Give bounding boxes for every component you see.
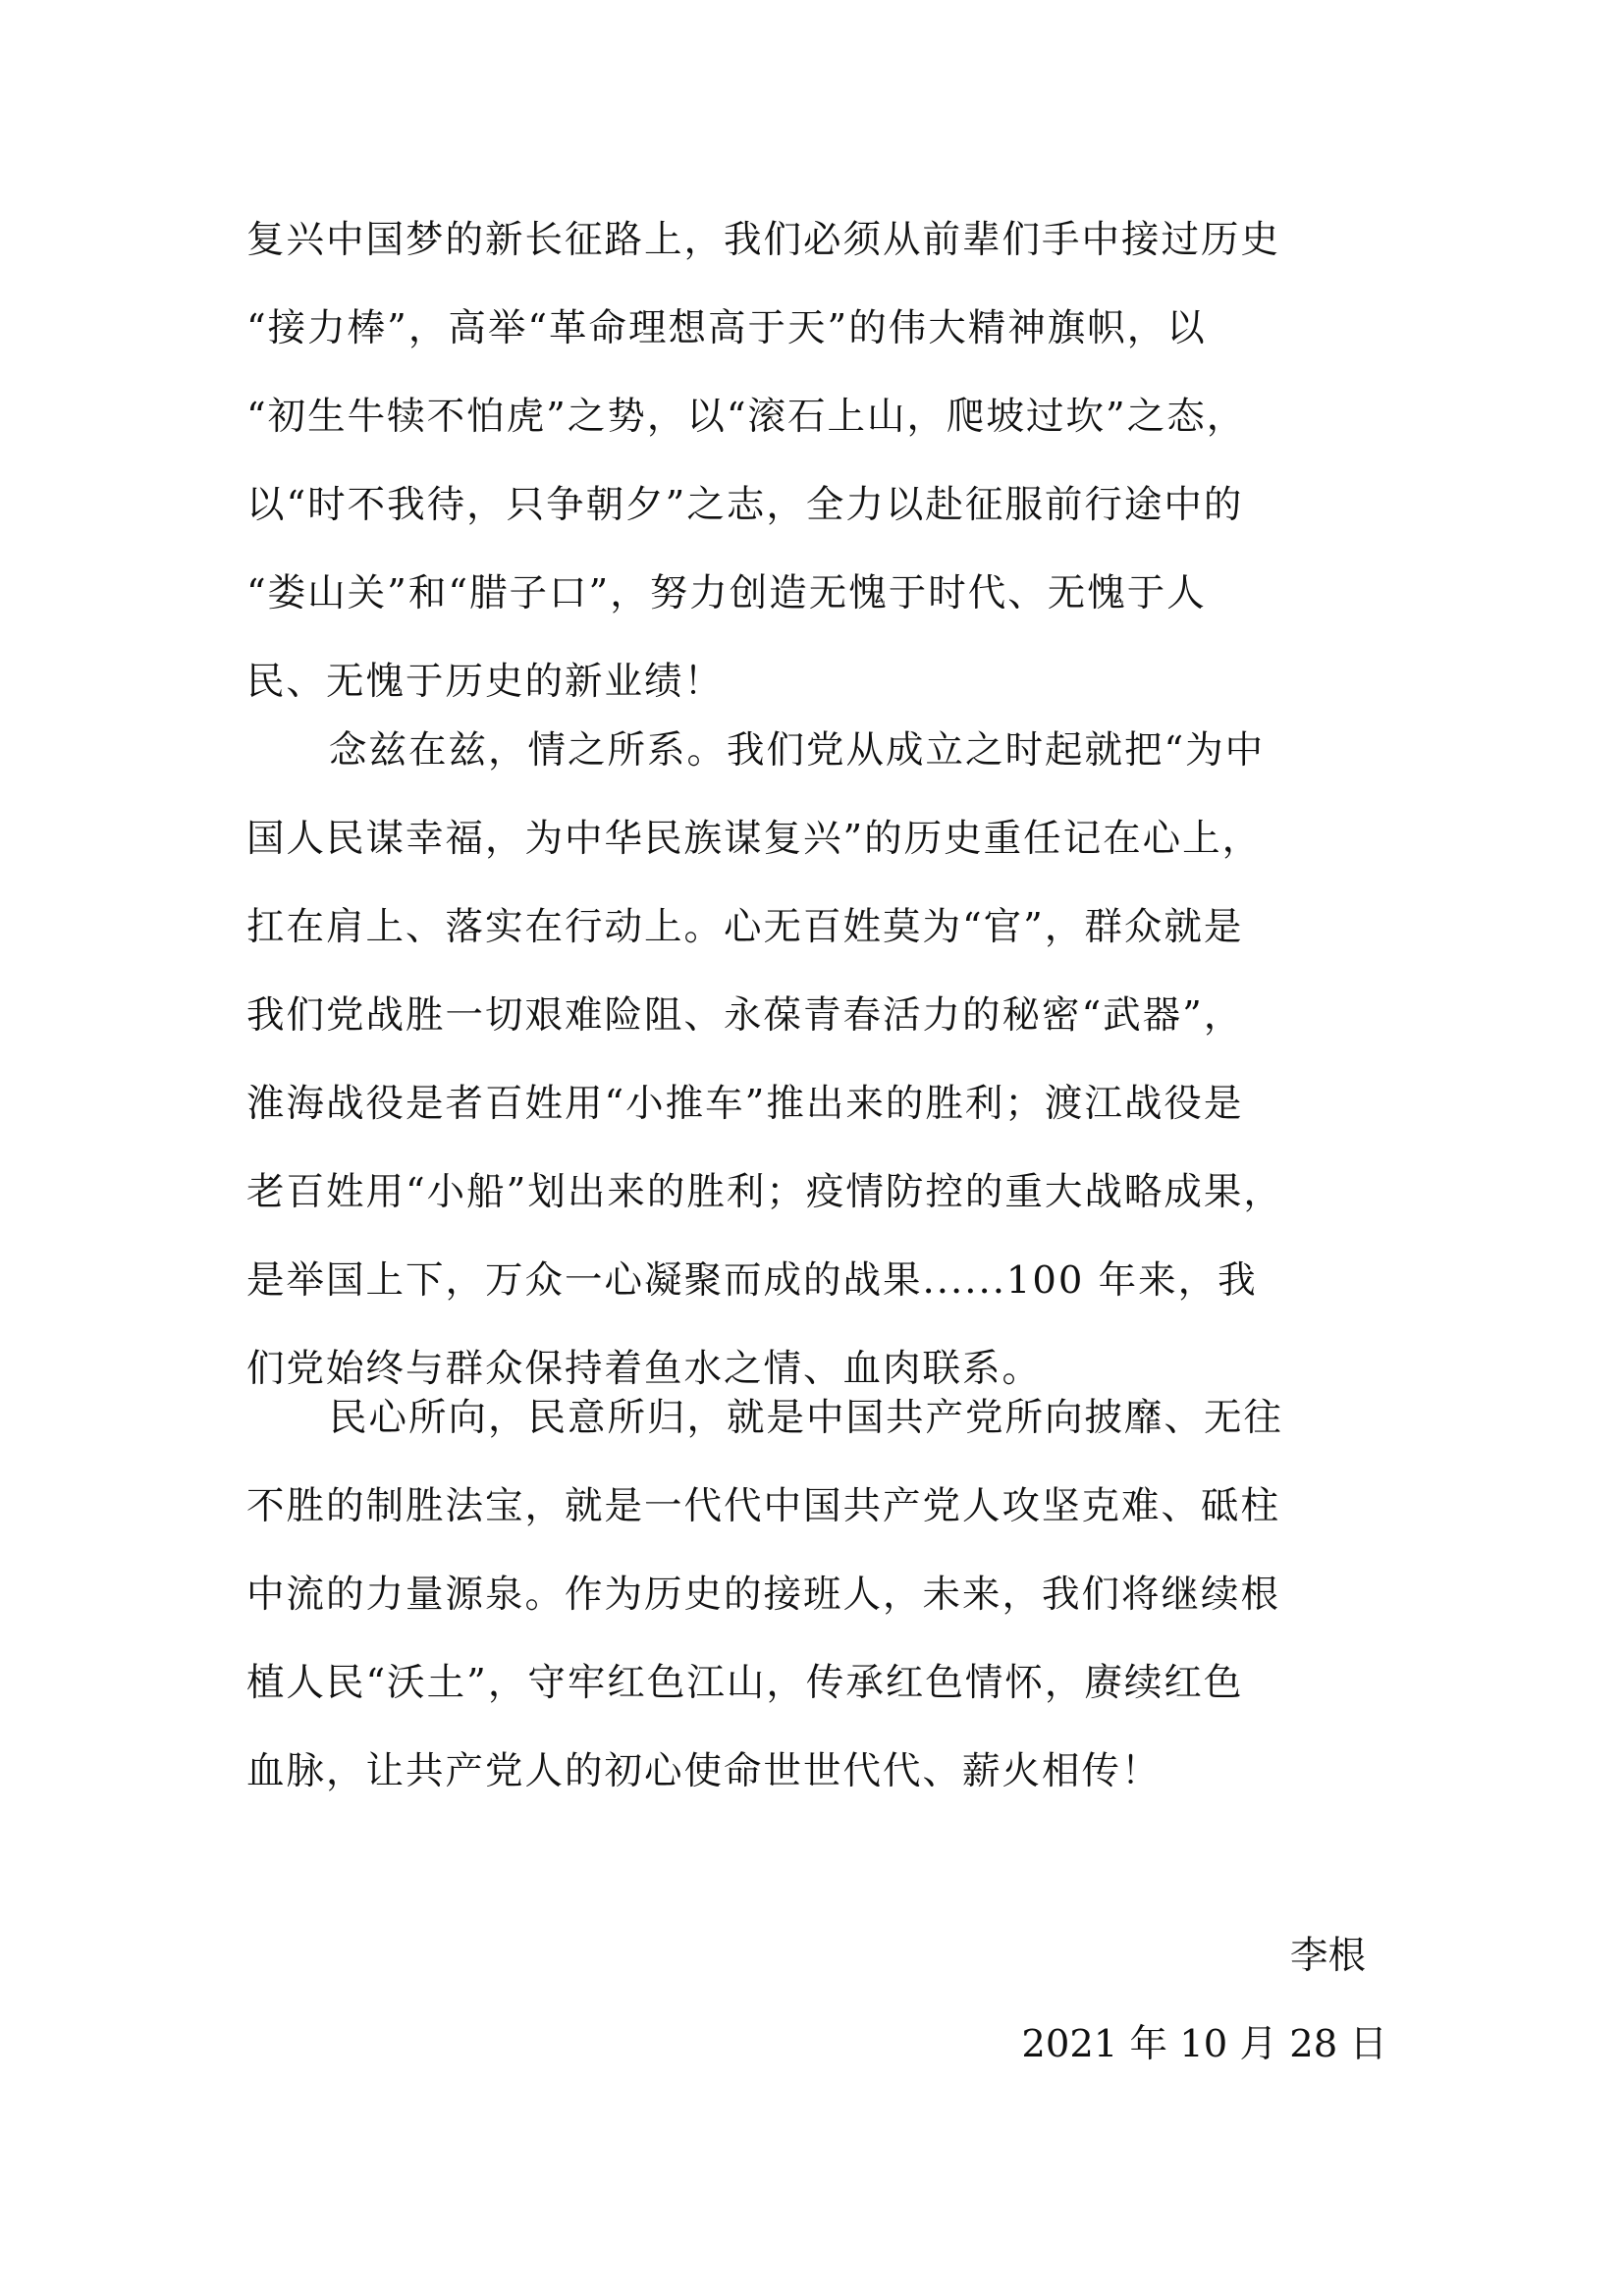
paragraph-line: “接力棒”，高举“革命理想高于天”的伟大精神旗帜，以: [246, 306, 1207, 350]
paragraph-line: 老百姓用“小船”划出来的胜利；疫情防控的重大战略成果，: [246, 1170, 1283, 1214]
paragraph-line: 淮海战役是者百姓用“小推车”推出来的胜利；渡江战役是: [246, 1082, 1244, 1126]
signature-block: [1021, 1912, 1387, 2089]
paragraph-line: 植人民“沃土”，守牢红色江山，传承红色情怀，赓续红色: [246, 1661, 1244, 1705]
paragraph-line: 中流的力量源泉。作为历史的接班人，未来，我们将继续根: [246, 1573, 1281, 1617]
paragraph-2: [246, 707, 1387, 1414]
paragraph-line: 是举国上下，万众一心凝聚而成的战果......100 年来，我: [246, 1258, 1258, 1303]
signature-name: 李根: [1289, 1934, 1366, 1978]
paragraph-line: “初生牛犊不怕虎”之势，以“滚石上山，爬坡过坎”之态，: [246, 395, 1247, 439]
paragraph-line: 血脉，让共产党人的初心使命世世代代、薪火相传！: [246, 1749, 1162, 1793]
paragraph-line: 扛在肩上、落实在行动上。心无百姓莫为“官”，群众就是: [246, 905, 1244, 949]
paragraph-line: “娄山关”和“腊子口”，努力创造无愧于时代、无愧于人: [246, 571, 1207, 615]
paragraph-line: 不胜的制胜法宝，就是一代代中国共产党人攻坚克难、砥柱: [246, 1484, 1281, 1528]
paragraph-line: 复兴中国梦的新长征路上，我们必须从前辈们手中接过历史: [246, 218, 1281, 262]
paragraph-line: 们党始终与群众保持着鱼水之情、血肉联系。: [246, 1347, 1043, 1391]
paragraph-1: [246, 196, 1387, 726]
paragraph-line: 民、无愧于历史的新业绩！: [246, 660, 725, 704]
paragraph-3: [246, 1374, 1387, 1816]
signature-date: 2021 年 10 月 28 日: [1021, 2022, 1387, 2066]
paragraph-line: 民心所向，民意所归，就是中国共产党所向披靡、无往: [329, 1396, 1284, 1440]
paragraph-line: 我们党战胜一切艰难险阻、永葆青春活力的秘密“武器”，: [246, 993, 1244, 1038]
paragraph-line: 念兹在兹，情之所系。我们党从成立之时起就把“为中: [329, 728, 1266, 773]
paragraph-line: 国人民谋幸福，为中华民族谋复兴”的历史重任记在心上，: [246, 817, 1263, 861]
paragraph-line: 以“时不我待，只争朝夕”之志，全力以赴征服前行途中的: [246, 483, 1244, 527]
